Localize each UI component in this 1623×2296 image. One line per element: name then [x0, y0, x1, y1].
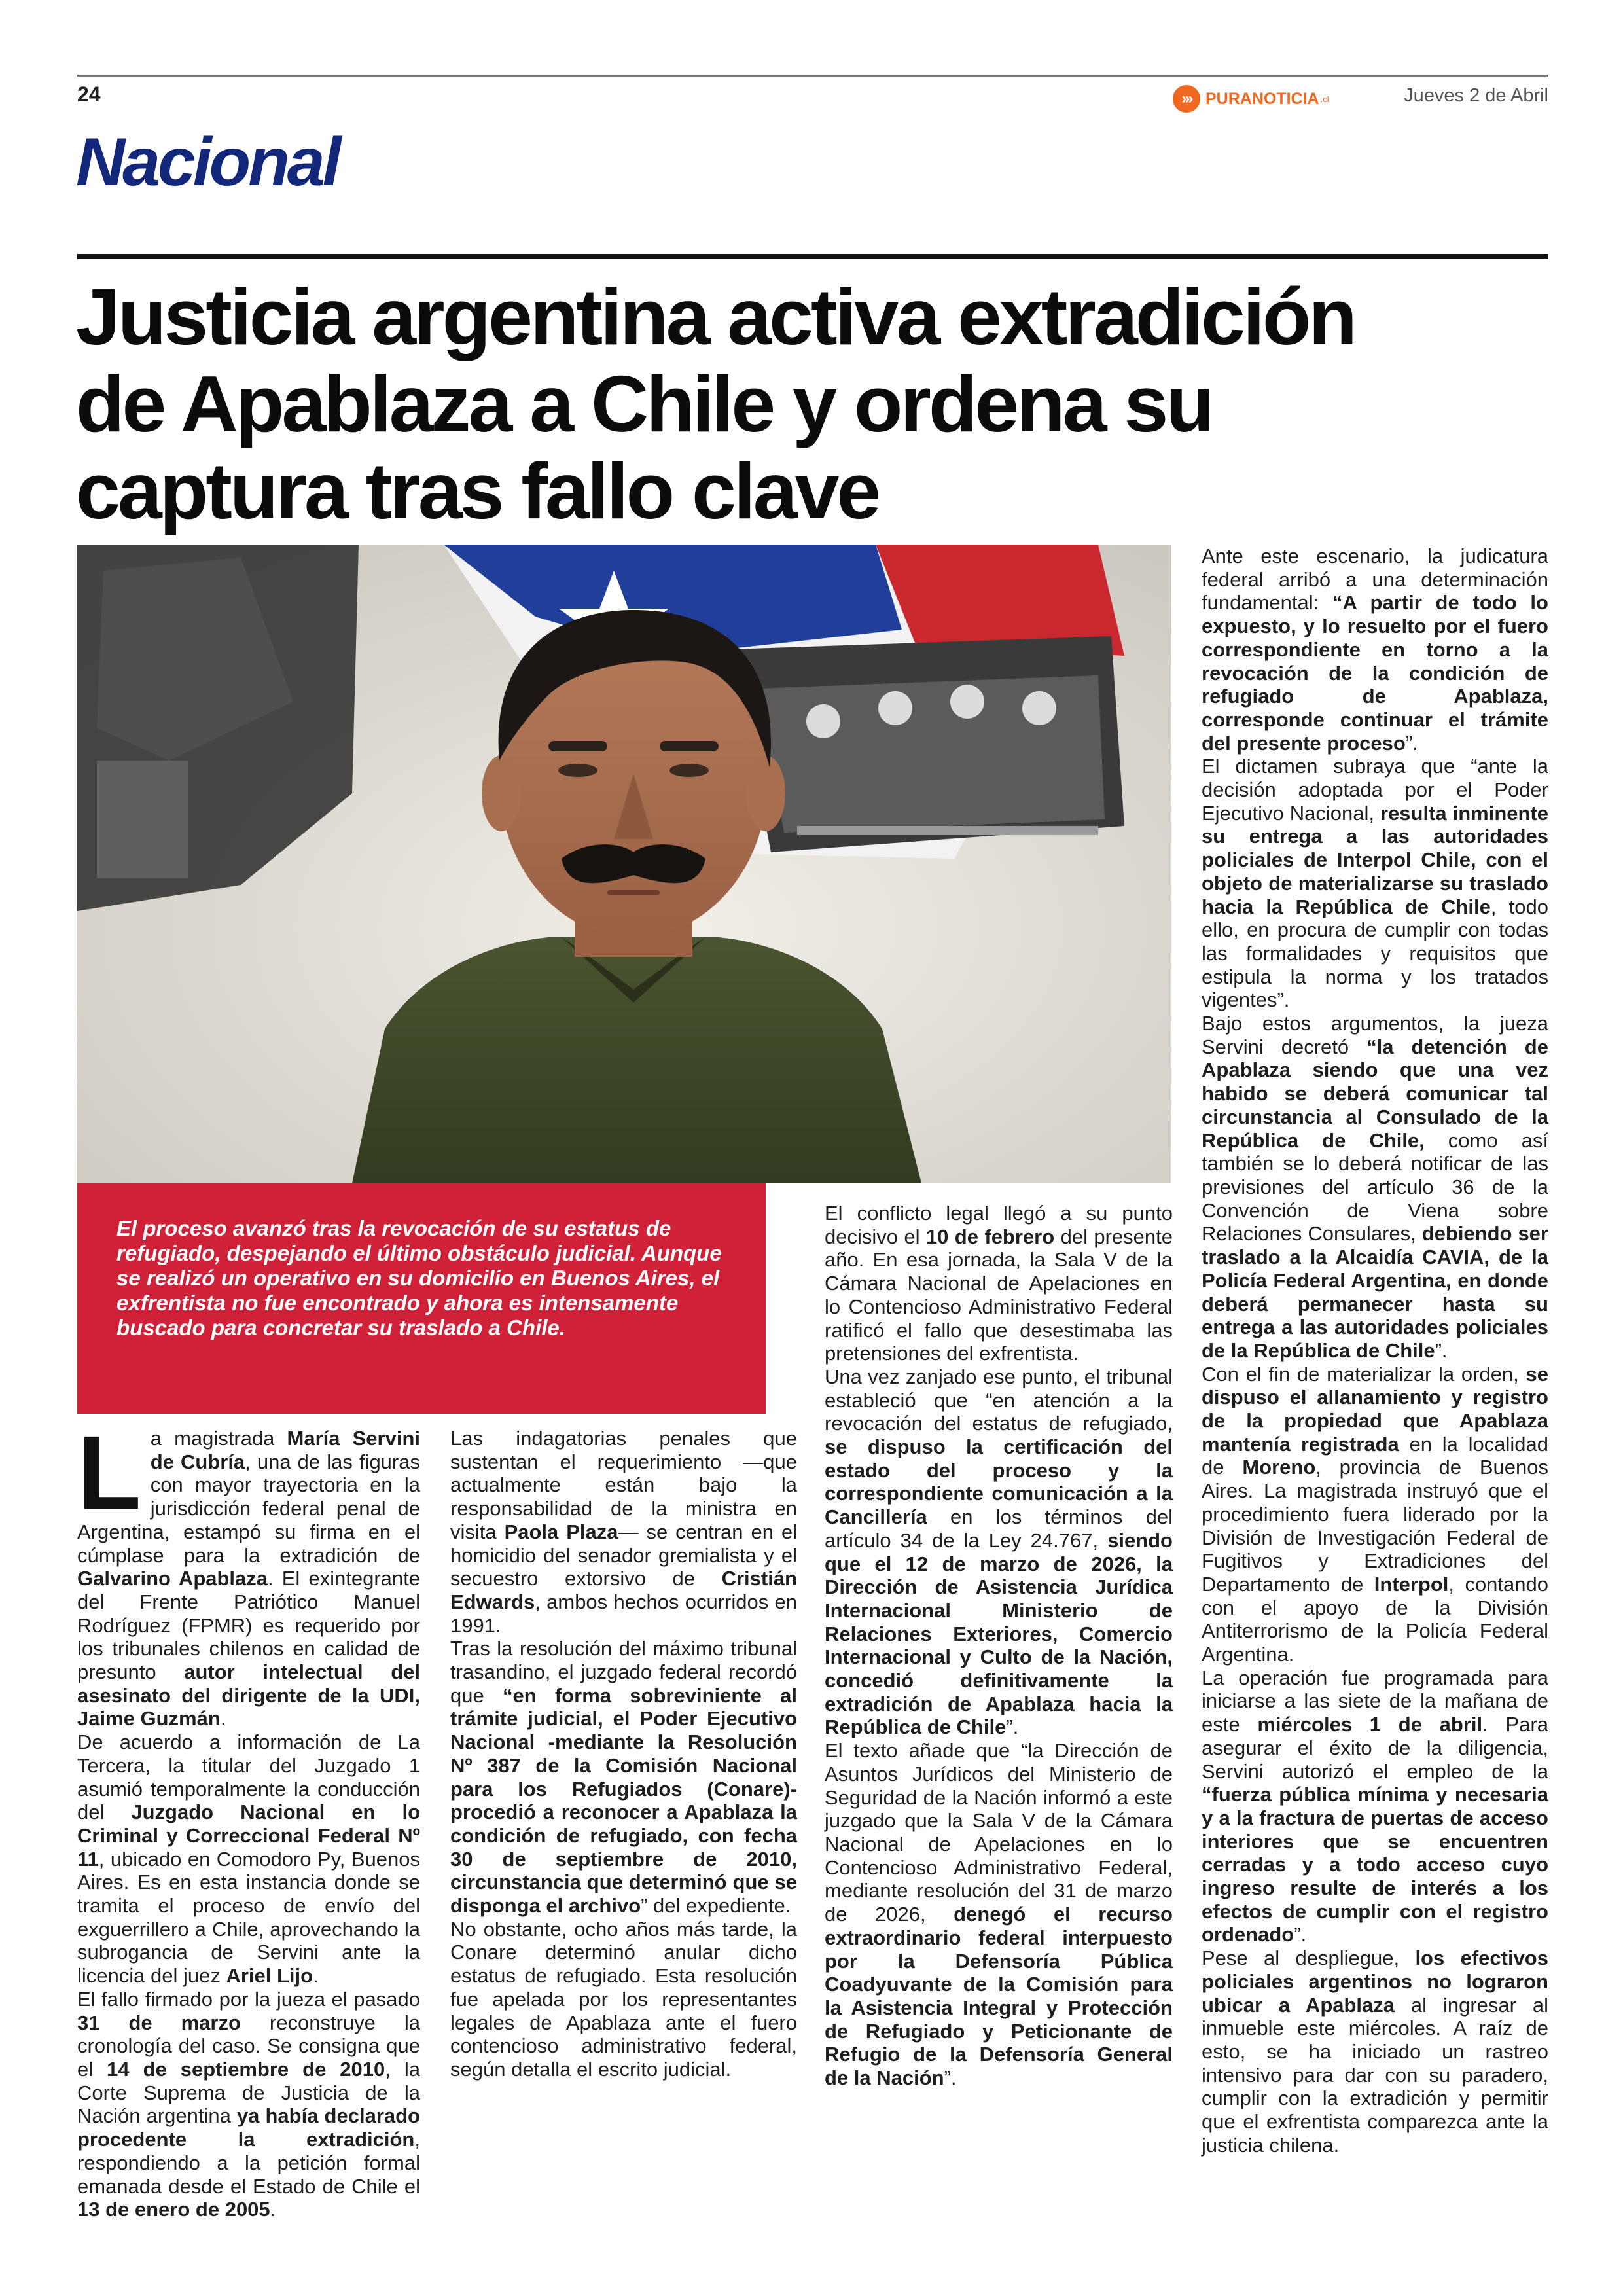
bold-run: “en forma sobreviniente al trámite judicial, el Poder Ejecutivo Nacional -mediante la Resolución Nº 387 de la Comisión Nacional para los Refugiados (Conare)- procedió a reconocer a Apablaza la condición de refugiado, con fecha 30 de septiembre de 2010, circunstancia que determinó que se disponga el archivo [450, 1683, 797, 1918]
headline-line: de Apablaza a Chile y ordena su [76, 359, 1212, 448]
bold-run: resulta inminente su entrega a las autoridades policiales de Interpol Chile, con el objeto de materializarse su traslado hacia la República de Chile [1202, 801, 1548, 918]
text-run: en los términos del artículo 34 de la Ley 24.767, [825, 1505, 1173, 1552]
logo-name: PURANOTICIA [1205, 89, 1319, 108]
paragraph [825, 1202, 1173, 1365]
text-run: . Para asegurar el éxito de la diligencia, Servini autorizó el empleo de la [1202, 1713, 1548, 1783]
text-run: Bajo estos argumentos, la jueza Servini decretó [1202, 1012, 1548, 1058]
text-run: La operación fue programada para iniciarse a las siete de la mañana de este [1202, 1666, 1548, 1736]
paragraph [450, 1427, 797, 1637]
text-run: Ante este escenario, la judicatura federal arribó a una determinación fundamental: [1202, 545, 1548, 615]
bold-run: debiendo ser traslado a la Alcaidía CAVIA, de la Policía Federal Argentina, en donde deberá permanecer hasta su entrega a las autoridades policiales de la República de Chile [1202, 1222, 1548, 1362]
text-run: ”. [1294, 1923, 1307, 1946]
bold-run: siendo que el 12 de marzo de 2026, la Dirección de Asistencia Jurídica Internacional Ministerio de Relaciones Exteriores, Comercio Internacional y Culto de la Nación, concedió definitivamente la extradición de Apablaza hacia la República de Chile [825, 1528, 1173, 1739]
drop-cap: L [77, 1414, 141, 1531]
text-run: a magistrada [150, 1427, 287, 1450]
paragraph [1202, 1666, 1548, 1946]
headline-line: Justicia argentina activa extradición [76, 272, 1355, 361]
text-run: ”. [1435, 1338, 1448, 1362]
text-run: , ambos hechos ocurridos en 1991. [450, 1590, 797, 1637]
article-column [825, 1202, 1173, 2090]
bold-run: ya había declarado procedente la extradición [77, 2104, 420, 2151]
bold-run: se dispuso el allanamiento y registro de la propiedad que Apablaza mantenía registrada [1202, 1362, 1548, 1456]
issue-date: Jueves 2 de Abril [1404, 85, 1548, 106]
bold-run: miércoles 1 de abril [1257, 1713, 1483, 1736]
text-run: El fallo firmado por la jueza el pasado [77, 1987, 420, 2011]
article-column [77, 1414, 421, 2221]
paragraph [77, 1731, 420, 1988]
text-run: Pese al despliegue, [1202, 1946, 1416, 1970]
bold-run: Interpol [1374, 1572, 1449, 1596]
paragraph [1202, 545, 1548, 755]
bold-run: Paola Plaza [504, 1520, 618, 1543]
text-run: ” del expediente. [641, 1894, 791, 1918]
text-run: al ingresar al inmueble este miércoles. A raíz de esto, se ha iniciado un rastreo intensivo para dar con su paradero, cumplir con la extradición y permitir que el exfrentista comparezca ante la justicia chilena. [1202, 1993, 1548, 2157]
text-run: ”. [1006, 1715, 1019, 1739]
text-run: , la Corte Suprema de Justicia de la Nación argentina [77, 2057, 420, 2128]
paragraph [825, 1739, 1173, 2090]
text-run: , una de las figuras con mayor trayectoria en la jurisdicción federal penal de Argentina, estampó su firma en el cúmplase para la extradición de [77, 1450, 420, 1567]
text-run: El conflicto legal llegó a su punto decisivo el [825, 1202, 1173, 1248]
top-rule [77, 75, 1548, 77]
bold-run: “fuerza pública mínima y necesaria y a la fractura de puertas de acceso interiores que se encuentren cerradas y a todo acceso cuyo ingreso resulte de interés a los efectos de cumplir con el registro ordenado [1202, 1783, 1548, 1946]
text-run: , contando con el apoyo de la División Antiterrorismo de la Policía Federal Argentina. [1202, 1572, 1548, 1666]
bold-run: los efectivos policiales argentinos no lograron ubicar a Apablaza [1202, 1946, 1548, 2017]
text-run: Las indagatorias penales que sustentan el requerimiento —que actualmente están bajo la responsabilidad de la ministra en visita [450, 1427, 797, 1543]
bold-run: 10 de febrero [925, 1225, 1055, 1248]
portrait-illustration [77, 545, 1171, 1183]
text-run: De acuerdo a información de La Tercera, la titular del Juzgado 1 asumió temporalmente la conducción del [77, 1731, 420, 1824]
bold-run: se dispuso la certificación del estado del proceso y la correspondiente comunicación a la Cancillería [825, 1435, 1173, 1529]
bold-run: 14 de septiembre de 2010 [107, 2057, 385, 2081]
bold-run: “la detención de Apablaza siendo que una vez habido se deberá comunicar tal circunstancia al Consulado de la República de Chile, [1202, 1035, 1548, 1152]
page-number: 24 [77, 82, 101, 106]
bold-run: 31 de marzo [77, 2011, 241, 2034]
text-run: como así también se lo deberá notificar de las previsiones del artículo 36 de la Convención de Viena sobre Relaciones Consulares, [1202, 1128, 1548, 1246]
article-column [450, 1427, 797, 2081]
paragraph [450, 1918, 797, 2081]
headline-line: captura tras fallo clave [76, 446, 879, 535]
paragraph [825, 1365, 1173, 1739]
text-run: , todo ello, en procura de cumplir con todas las formalidades y requisitos que estipula la norma y los tratados vigentes”. [1202, 895, 1549, 1012]
bold-run: denegó el recurso extraordinario federal interpuesto por la Defensoría Pública Coadyuvante de la Comisión para la Asistencia Integral y Protección de Refugiado y Peticionante de Refugio de la Defensoría General de la Nación [825, 1903, 1173, 2090]
headline [76, 274, 1548, 535]
text-run: ”. [944, 2066, 957, 2090]
text-run: , ubicado en Comodoro Py, Buenos Aires. Es en esta instancia donde se tramita el proceso de envío del exguerrillero a Chile, aprovechando la subrogancia de Servini ante la licencia del juez [77, 1847, 420, 1988]
article-photo [77, 545, 1171, 1183]
puranoticia-logo[interactable] [1173, 84, 1329, 114]
article-column [1202, 545, 1548, 2157]
text-run: . El exintegrante del Frente Patriótico Manuel Rodríguez (FPMR) es requerido por los tribunales chilenos en calidad de presunto [77, 1567, 420, 1684]
bold-run: María Servini de Cubría [150, 1427, 420, 1473]
bold-run: Galvarino Apablaza [77, 1567, 268, 1590]
bold-run: autor intelectual del asesinato del dirigente de la UDI, Jaime Guzmán [77, 1660, 420, 1731]
text-run: , provincia de Buenos Aires. La magistrada instruyó que el procedimiento fuera liderado por la División de Investigación Federal de Fugitivos y Extradiciones del Departamento de [1202, 1456, 1548, 1596]
section-rule [77, 254, 1548, 259]
paragraph [1202, 1012, 1548, 1363]
paragraph [450, 1637, 797, 1917]
text-run: , respondiendo a la petición formal emanada desde el Estado de Chile el [77, 2128, 420, 2198]
bold-run: “A partir de todo lo expuesto, y lo resuelto por el fuero correspondiente en torno a la revocación de la condición de refugiado de Apablaza, corresponde continuar el trámite del presente proceso [1202, 591, 1548, 755]
bold-run: Moreno [1242, 1456, 1316, 1479]
text-run: El texto añade que “la Dirección de Asuntos Jurídicos del Ministerio de Seguridad de la Nación informó a este juzgado que la Sala V de la Cámara Nacional de Apelaciones en lo Contencioso Administrativo Federal, mediante resolución del 31 de marzo de 2026, [825, 1739, 1173, 1926]
text-run: — se centran en el homicidio del senador gremialista y el secuestro extorsivo de [450, 1520, 798, 1590]
text-run: del presente año. En esa jornada, la Sala V de la Cámara Nacional de Apelaciones en lo Contencioso Administrativo Federal ratificó el fallo que desestimaba las pretensiones del exfrentista. [825, 1225, 1173, 1365]
text-run: . [270, 2198, 276, 2221]
text-run: . [313, 1964, 319, 1988]
bold-run: Cristián Edwards [450, 1567, 797, 1613]
text-run: El dictamen subraya que “ante la decisión adoptada por el Poder Ejecutivo Nacional, [1202, 755, 1548, 825]
paragraph [1202, 1363, 1548, 1666]
bold-run: 13 de enero de 2005 [77, 2198, 270, 2221]
text-run: Con el fin de materializar la orden, [1202, 1362, 1526, 1386]
bold-run: Ariel Lijo [226, 1964, 313, 1988]
text-run: en la localidad de [1202, 1432, 1548, 1479]
text-run: No obstante, ocho años más tarde, la Conare determinó anular dicho estatus de refugiado. Esta resolución fue apelada por los representantes legales de Apablaza ante el fuero contencioso administrativo federal, según detalla el escrito judicial. [450, 1917, 797, 2081]
bold-run: Juzgado Nacional en lo Criminal y Correccional Federal Nº 11 [77, 1801, 421, 1871]
paragraph [1202, 1946, 1548, 2157]
section-title: Nacional [76, 124, 339, 200]
paragraph [77, 1988, 420, 2221]
text-run: Una vez zanjado ese punto, el tribunal estableció que “en atención a la revocación del estatus de refugiado, [825, 1365, 1173, 1435]
text-run: . [220, 1707, 226, 1731]
text-run: reconstruye la cronología del caso. Se consigna que el [77, 2011, 420, 2081]
photo-caption: El proceso avanzó tras la revocación de su estatus de refugiado, despejando el último obstáculo judicial. Aunque se realizó un operativo en su domicilio en Buenos Aires, el exfrentista no fue encontrado y ahora es intensamente buscado para concretar su traslado a Chile. [77, 1183, 766, 1414]
text-run: ”. [1405, 731, 1418, 755]
chevrons-icon: ››› [1173, 85, 1200, 113]
logo-tld: .cl [1320, 94, 1329, 104]
text-run: Tras la resolución del máximo tribunal trasandino, el juzgado federal recordó que [450, 1637, 797, 1707]
paragraph [1202, 755, 1548, 1012]
